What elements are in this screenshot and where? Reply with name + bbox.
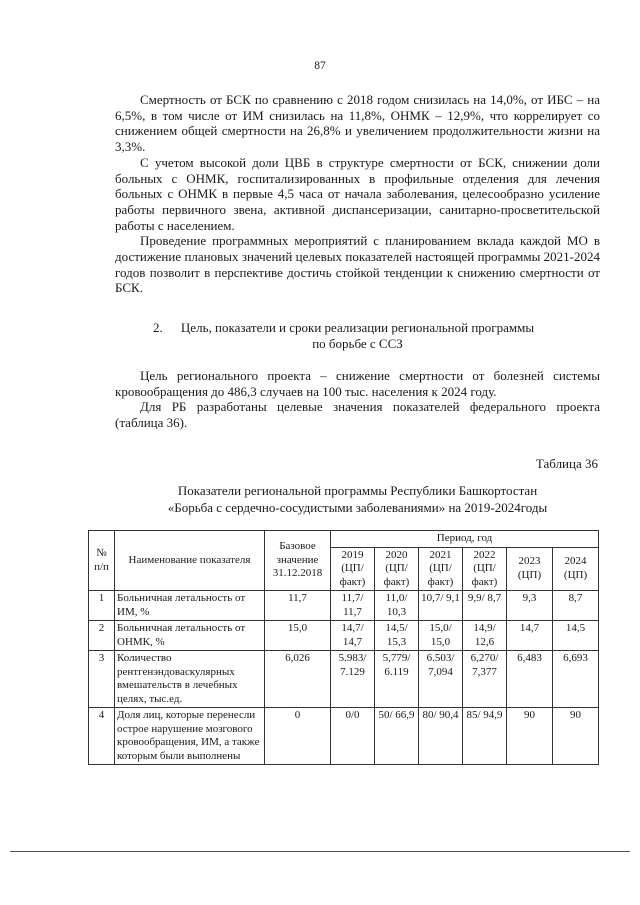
intro-text [115, 92, 600, 296]
header-name: Наименование показателя [115, 531, 265, 591]
row-number: 3 [89, 651, 115, 708]
year-value: 50/ 66,9 [375, 708, 419, 765]
table-title [115, 482, 600, 516]
year-value: 6,270/ 7,377 [463, 651, 507, 708]
header-year: 2019 (ЦП/ факт) [331, 547, 375, 591]
year-value: 9,3 [507, 591, 553, 621]
header-year: 2020 (ЦП/ факт) [375, 547, 419, 591]
row-number: 4 [89, 708, 115, 765]
base-value: 15,0 [265, 621, 331, 651]
year-value: 11,0/ 10,3 [375, 591, 419, 621]
year-value: 11,7/ 11,7 [331, 591, 375, 621]
table-row [89, 708, 599, 765]
header-year: 2023 (ЦП) [507, 547, 553, 591]
table-row [89, 591, 599, 621]
base-value: 0 [265, 708, 331, 765]
header-num: № п/п [89, 531, 115, 591]
year-value: 14,7/ 14,7 [331, 621, 375, 651]
table-title-line1: Показатели региональной программы Республики Башкортостан [177, 483, 538, 498]
indicators-table [88, 530, 599, 765]
year-value: 15,0/ 15,0 [419, 621, 463, 651]
row-number: 2 [89, 621, 115, 651]
year-value: 6.503/ 7,094 [419, 651, 463, 708]
year-value: 5.983/ 7.129 [331, 651, 375, 708]
paragraph: Для РБ разработаны целевые значения показателей федерального проекта (таблица 36). [115, 399, 600, 431]
year-value: 5,779/ 6.119 [375, 651, 419, 708]
header-base: Базовое значение 31.12.2018 [265, 531, 331, 591]
paragraph: Проведение программных мероприятий с планированием вклада каждой МО в достижение плановых значений целевых показателей настоящей программы 2021-2024 годов позволит в перспективе достичь стойкой тенденции к снижению смертности от БСК. [115, 233, 600, 296]
page-number: 87 [314, 60, 326, 72]
indicator-name: Больничная летальность от ИМ, % [115, 591, 265, 621]
paragraph: Цель регионального проекта – снижение смертности от болезней системы кровообращения до 486,3 случаев на 100 тыс. населения к 2024 году. [115, 368, 600, 399]
year-value: 9,9/ 8,7 [463, 591, 507, 621]
goal-text [115, 368, 600, 431]
table-caption: Таблица 36 [535, 456, 598, 471]
paragraph: С учетом высокой доли ЦВБ в структуре смертности от БСК, снижении доли больных с ОНМК, госпитализированных в профильные отделения для лечения больных с ОНМК в первые 4,5 часа от начала заболевания, целесообразно усиление работы первичного звена, активной диспансеризации, санитарно-просветительской работы с населением. [115, 154, 600, 233]
year-value: 14,5 [553, 621, 599, 651]
year-value: 90 [507, 708, 553, 765]
base-value: 6,026 [265, 651, 331, 708]
paragraph: Смертность от БСК по сравнению с 2018 годом снизилась на 14,0%, от ИБС – на 6,5%, в том числе от ИМ снизилась на 11,8%, ОНМК – 12,9%, что коррелирует со снижением общей смертности на 26,8% и увеличением продолжительности жизни на 3,3%. [115, 92, 600, 155]
year-value: 6,483 [507, 651, 553, 708]
indicator-name: Больничная летальность от ОНМК, % [115, 621, 265, 651]
bottom-divider [10, 851, 630, 852]
year-value: 6,693 [553, 651, 599, 708]
table-row [89, 651, 599, 708]
year-value: 14,7 [507, 621, 553, 651]
indicator-name: Количество рентгенэндоваскулярных вмешательств в лечебных целях, тыс.ед. [115, 651, 265, 708]
year-value: 14,5/ 15,3 [375, 621, 419, 651]
section-title-line1: Цель, показатели и сроки реализации региональной программы [180, 320, 535, 335]
year-value: 90 [553, 708, 599, 765]
section-heading [115, 320, 600, 352]
table-title-line2: «Борьба с сердечно-сосудистыми заболеваниями» на 2019-2024годы [167, 500, 548, 515]
year-value: 8,7 [553, 591, 599, 621]
year-value: 0/0 [331, 708, 375, 765]
year-value: 10,7/ 9,1 [419, 591, 463, 621]
year-value: 80/ 90,4 [419, 708, 463, 765]
year-value: 14,9/ 12,6 [463, 621, 507, 651]
header-year: 2022 (ЦП/ факт) [463, 547, 507, 591]
section-title-line2: по борьбе с ССЗ [312, 336, 403, 351]
header-period: Период, год [331, 531, 599, 548]
indicator-name: Доля лиц, которые перенесли острое нарушение мозгового кровообращения, ИМ, а также которым были выполнены [115, 708, 265, 765]
header-year: 2024 (ЦП) [553, 547, 599, 591]
header-year: 2021 (ЦП/ факт) [419, 547, 463, 591]
section-number: 2. [153, 320, 163, 335]
row-number: 1 [89, 591, 115, 621]
table-row [89, 621, 599, 651]
year-value: 85/ 94,9 [463, 708, 507, 765]
base-value: 11,7 [265, 591, 331, 621]
